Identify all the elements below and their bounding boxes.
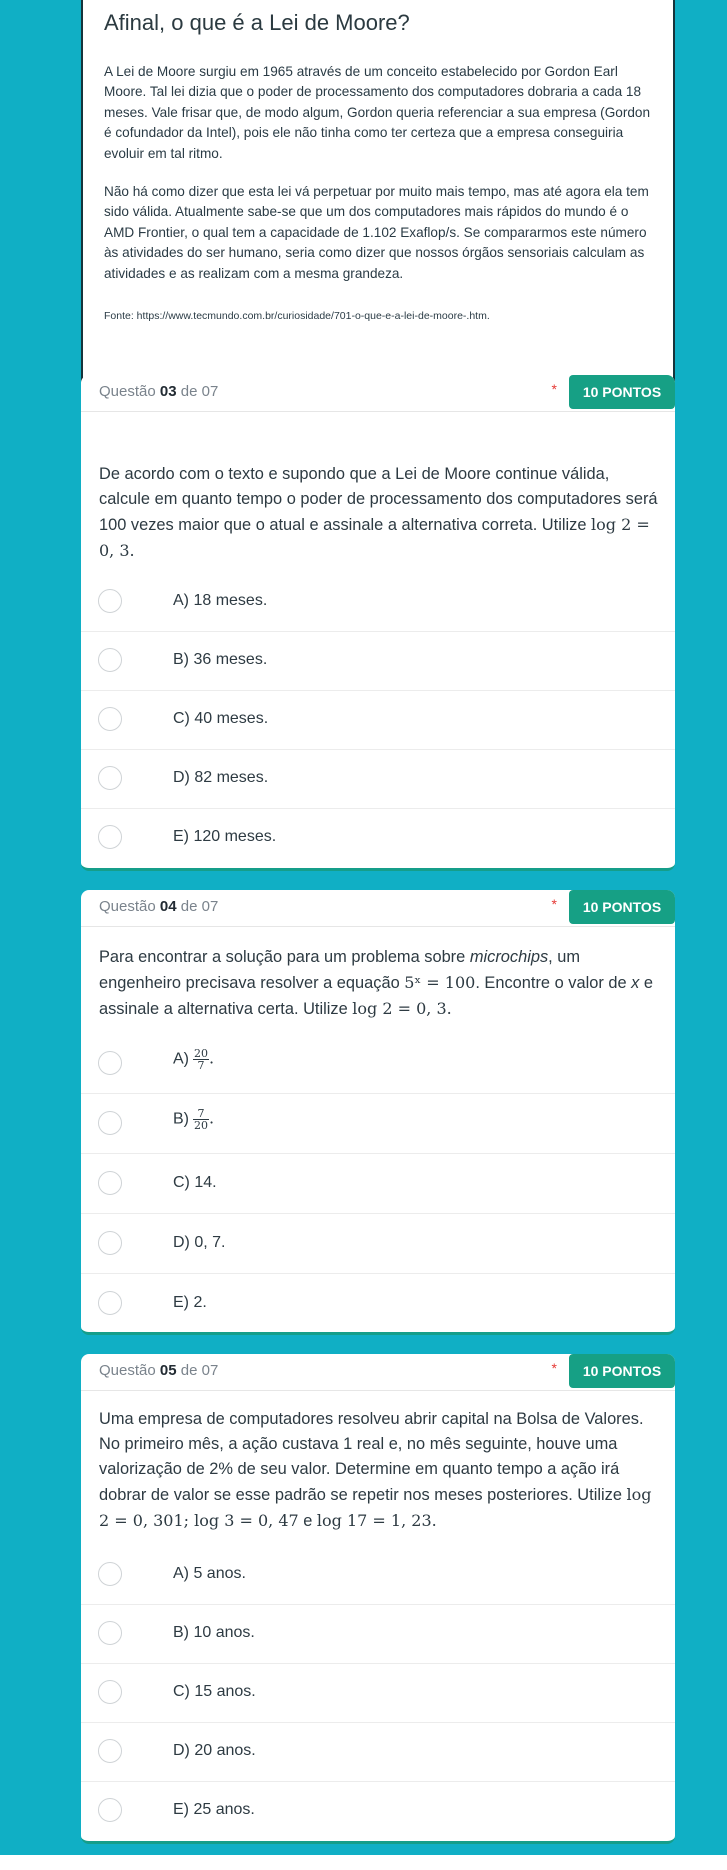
required-asterisk: * bbox=[551, 381, 557, 397]
option-a[interactable] bbox=[81, 572, 675, 632]
points-badge: 10 PONTOS bbox=[569, 375, 675, 409]
option-label: A) 5 anos. bbox=[173, 1565, 246, 1582]
radio-button[interactable] bbox=[98, 1680, 122, 1704]
option-a[interactable] bbox=[81, 1545, 675, 1605]
radio-button[interactable] bbox=[98, 1562, 122, 1586]
option-d[interactable] bbox=[81, 749, 675, 809]
option-e[interactable] bbox=[81, 1781, 675, 1840]
points-badge: 10 PONTOS bbox=[569, 890, 675, 924]
required-asterisk: * bbox=[551, 1360, 557, 1376]
option-label: C) 15 anos. bbox=[173, 1683, 256, 1700]
option-label: D) 0, 7. bbox=[173, 1234, 226, 1251]
option-label: C) 14. bbox=[173, 1174, 217, 1191]
radio-button[interactable] bbox=[98, 1291, 122, 1315]
option-e[interactable] bbox=[81, 1274, 675, 1333]
option-label: E) 120 meses. bbox=[173, 828, 277, 845]
option-label: B) 36 meses. bbox=[173, 651, 268, 668]
option-e[interactable] bbox=[81, 808, 675, 867]
question-text: Para encontrar a solução para um problema sobre microchips, um engenheiro precisava resolver a equação 5ˣ = 100. Encontre o valor de x e assinale a alternativa certa. Utilize log 2 = 0, 3. bbox=[99, 948, 654, 1018]
question-card-03 bbox=[81, 375, 675, 871]
radio-button[interactable] bbox=[98, 766, 122, 790]
intro-paragraph-1: A Lei de Moore surgiu em 1965 através de um conceito estabelecido por Gordon Earl Moore. Tal lei dizia que o poder de processamento dos computadores dobraria a cada 18 meses. Vale frisar que, de modo algum, Gordon queria referenciar a sua empresa (Gordon é cofundador da Intel), pois ele não tinha como ter certeza que a empresa conseguiria evoluir em tal ritmo. bbox=[104, 64, 651, 161]
option-label: D) 82 meses. bbox=[173, 769, 269, 786]
option-label: A) 18 meses. bbox=[173, 592, 268, 609]
points-badge: 10 PONTOS bbox=[569, 1354, 675, 1388]
required-asterisk: * bbox=[551, 896, 557, 912]
intro-source: Fonte: https://www.tecmundo.com.br/curiosidade/701-o-que-e-a-lei-de-moore-.htm. bbox=[104, 310, 490, 323]
intro-paragraph-2: Não há como dizer que esta lei vá perpetuar por muito mais tempo, mas até agora ela tem sido válida. Atualmente sabe-se que um dos computadores mais rápidos do mundo é o AMD Frontier, o qual tem a capacidade de 1.102 Exaflop/s. Se compararmos este número às atividades do ser humano, seria como dizer que nossos órgãos sensoriais calculam as atividades e as realizam com a mesma grandeza. bbox=[104, 184, 649, 281]
radio-button[interactable] bbox=[98, 589, 122, 613]
math-expression: 5ˣ = 100 bbox=[404, 973, 476, 992]
question-card-05 bbox=[81, 1354, 675, 1844]
radio-button[interactable] bbox=[98, 1231, 122, 1255]
option-label: B) $\frac{7}{20}$ . bbox=[173, 1107, 215, 1132]
radio-button[interactable] bbox=[98, 1739, 122, 1763]
radio-button[interactable] bbox=[98, 648, 122, 672]
radio-button[interactable] bbox=[98, 1111, 122, 1135]
option-d[interactable] bbox=[81, 1214, 675, 1274]
fraction: $\frac{20}{7}$ bbox=[194, 1047, 208, 1072]
question-text: Uma empresa de computadores resolveu abrir capital na Bolsa de Valores. No primeiro mês, a ação custava 1 real e, no mês seguinte, houve uma valorização de 2% de seu valor. Determine em quanto tempo a ação irá dobrar de valor se esse padrão se repetir nos meses posteriores. Utilize log 2 = 0, 301; log 3 = 0, 47 e log 17 = 1, 23. bbox=[99, 1410, 652, 1530]
option-label: B) 10 anos. bbox=[173, 1624, 255, 1641]
option-label: E) 25 anos. bbox=[173, 1801, 255, 1818]
radio-button[interactable] bbox=[98, 707, 122, 731]
option-b[interactable] bbox=[81, 1604, 675, 1664]
option-a[interactable] bbox=[81, 1034, 675, 1094]
option-label: A) $\frac{20}{7}$ . bbox=[173, 1047, 215, 1072]
option-b[interactable] bbox=[81, 1094, 675, 1154]
radio-button[interactable] bbox=[98, 1171, 122, 1195]
intro-title: Afinal, o que é a Lei de Moore? bbox=[104, 10, 410, 35]
question-text: De acordo com o texto e supondo que a Lei de Moore continue válida, calcule em quanto tempo o poder de processamento dos computadores será 100 vezes maior que o atual e assinale a alternativa correta. Utilize log 2 = 0, 3. bbox=[99, 465, 658, 560]
option-d[interactable] bbox=[81, 1722, 675, 1782]
math-expression: log 2 = 0, 3. bbox=[352, 999, 452, 1018]
option-b[interactable] bbox=[81, 631, 675, 691]
intro-card bbox=[81, 0, 675, 388]
radio-button[interactable] bbox=[98, 1798, 122, 1822]
question-number: Questão 05 de 07 bbox=[99, 1362, 219, 1379]
bottom-margin bbox=[0, 1855, 727, 1870]
math-expression: log 2 = 0, 301; log 3 = 0, 47 bbox=[99, 1485, 652, 1530]
question-number: Questão 03 de 07 bbox=[99, 383, 219, 400]
option-c[interactable] bbox=[81, 690, 675, 750]
option-label: E) 2. bbox=[173, 1294, 207, 1311]
fraction: $\frac{7}{20}$ bbox=[194, 1107, 208, 1132]
option-label: D) 20 anos. bbox=[173, 1742, 256, 1759]
radio-button[interactable] bbox=[98, 825, 122, 849]
radio-button[interactable] bbox=[98, 1051, 122, 1075]
option-c[interactable] bbox=[81, 1663, 675, 1723]
question-card-04 bbox=[81, 890, 675, 1335]
question-header bbox=[81, 1354, 675, 1391]
math-expression: log 17 = 1, 23. bbox=[316, 1511, 437, 1530]
math-expression: log 2 = 0, 3. bbox=[99, 515, 650, 560]
question-header bbox=[81, 375, 675, 412]
question-header bbox=[81, 890, 675, 927]
question-number: Questão 04 de 07 bbox=[99, 898, 219, 915]
option-c[interactable] bbox=[81, 1154, 675, 1214]
radio-button[interactable] bbox=[98, 1621, 122, 1645]
option-label: C) 40 meses. bbox=[173, 710, 269, 727]
